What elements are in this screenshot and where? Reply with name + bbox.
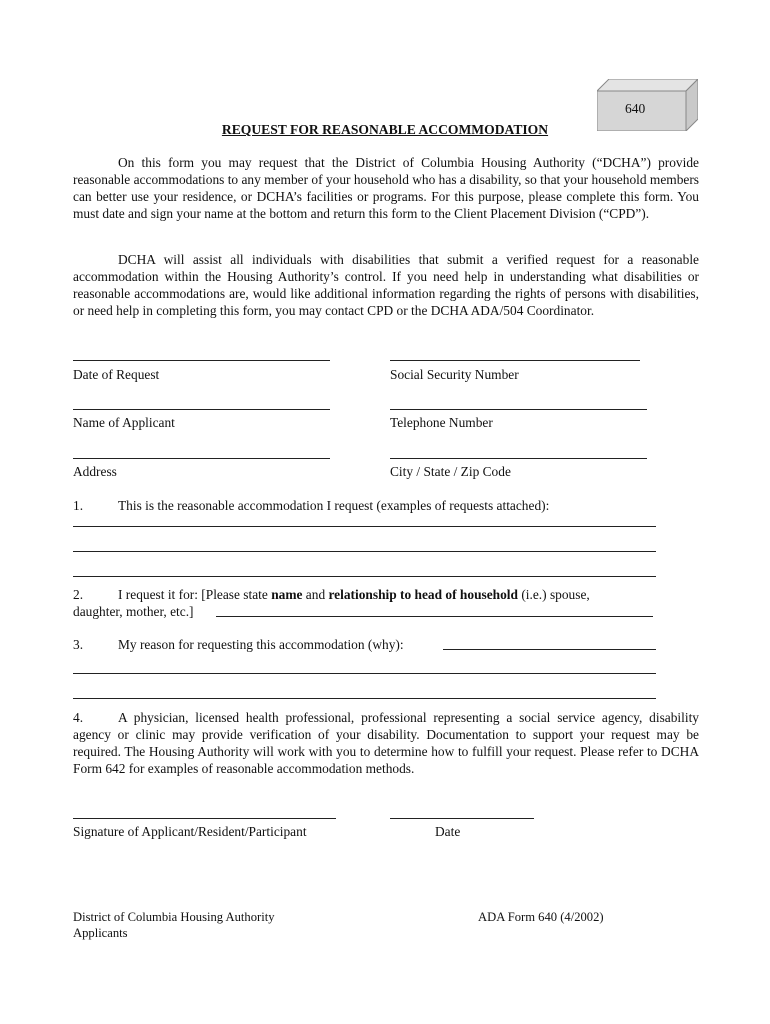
question-2-text	[118, 586, 590, 603]
question-4-text: A physician, licensed health professional, professional representing a social service agency, disability agency or clinic may provide verification of your disability. Documentation to support your request may be required. The Housing Authority will work with you to determine how to fulfill your request. Please refer to DCHA Form 642 for examples of reasonable accommodation methods.	[73, 710, 699, 776]
signature-date-label: Date	[435, 824, 461, 839]
question-4	[73, 709, 699, 777]
address-line[interactable]	[73, 458, 330, 459]
question-2-text-part: I request it for: [Please state	[118, 587, 272, 602]
question-1-answer-line[interactable]	[73, 526, 656, 527]
telephone-label: Telephone Number	[390, 415, 493, 430]
question-3-number: 3.	[73, 637, 84, 652]
address-label: Address	[73, 464, 117, 479]
signature-date-line[interactable]	[390, 818, 534, 819]
ssn-line[interactable]	[390, 360, 640, 361]
question-3-answer-line[interactable]	[73, 698, 656, 699]
question-1-text: This is the reasonable accommodation I request (examples of requests attached):	[118, 498, 550, 513]
question-2-text-line2: daughter, mother, etc.]	[73, 604, 194, 619]
question-3-answer-line[interactable]	[443, 649, 656, 650]
question-2-bold-name: name	[271, 587, 303, 602]
question-3-text: My reason for requesting this accommodation (why):	[118, 637, 404, 652]
signature-line[interactable]	[73, 818, 336, 819]
question-2-number: 2.	[73, 587, 84, 602]
form-number: 640	[625, 101, 646, 116]
question-3-answer-line[interactable]	[73, 673, 656, 674]
applicant-name-line[interactable]	[73, 409, 330, 410]
date-of-request-label: Date of Request	[73, 367, 160, 382]
question-2-text-part: (i.e.) spouse,	[517, 587, 590, 602]
city-state-zip-label: City / State / Zip Code	[390, 464, 511, 479]
question-1-answer-line[interactable]	[73, 551, 656, 552]
question-1-answer-line[interactable]	[73, 576, 656, 577]
footer-org-line2: Applicants	[73, 926, 128, 940]
question-2-bold-relationship: relationship to head of household	[328, 587, 518, 602]
question-2-text-part: and	[302, 587, 329, 602]
intro-paragraph-1: On this form you may request that the District of Columbia Housing Authority (“DCHA”) provide reasonable accommodations to any member of your household who has a disability, so that your household members can better use your residence, or DCHA’s facilities or programs. For this purpose, please complete this form. You must date and sign your name at the bottom and return this form to the Client Placement Division (“CPD”).	[73, 155, 699, 221]
footer-org-line1: District of Columbia Housing Authority	[73, 910, 275, 924]
date-of-request-line[interactable]	[73, 360, 330, 361]
telephone-line[interactable]	[390, 409, 647, 410]
applicant-name-label: Name of Applicant	[73, 415, 175, 430]
question-2-answer-line[interactable]	[216, 616, 653, 617]
ssn-label: Social Security Number	[390, 367, 519, 382]
question-1-number: 1.	[73, 498, 84, 513]
footer-form-id: ADA Form 640 (4/2002)	[478, 910, 604, 924]
question-4-number: 4.	[73, 710, 84, 725]
page-title: REQUEST FOR REASONABLE ACCOMMODATION	[221, 122, 549, 137]
signature-label: Signature of Applicant/Resident/Participant	[73, 824, 307, 839]
intro-paragraph-2: DCHA will assist all individuals with disabilities that submit a verified request for a reasonable accommodation within the Housing Authority’s control. If you need help in understanding what disabilities or reasonable accommodations are, would like additional information regarding the rights of persons with disabilities, or need help in completing this form, you may contact CPD or the DCHA ADA/504 Coordinator.	[73, 252, 699, 318]
city-state-zip-line[interactable]	[390, 458, 647, 459]
